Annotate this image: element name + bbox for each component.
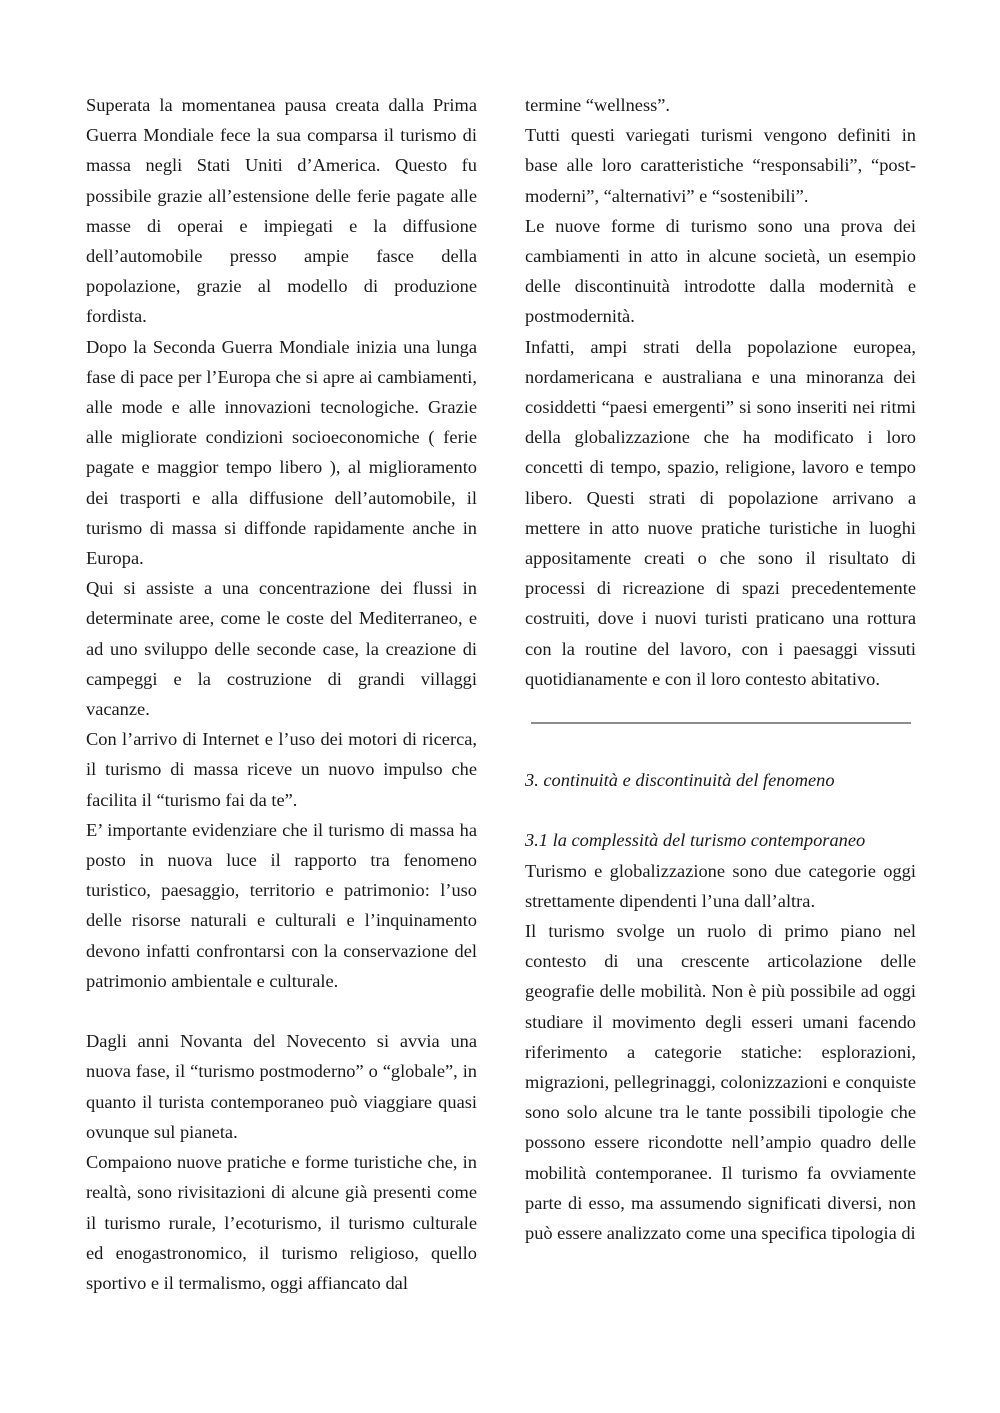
paragraph: Superata la momentanea pausa creata dalla Prima Guerra Mondiale fece la sua comparsa il turismo di massa negli Stati Uniti d’America. Questo fu possibile grazie all’estensione delle ferie pagate alle masse di operai e impiegati e la diffusione dell’automobile presso ampie fasce della popolazione, grazie al modello di produzione fordista. [86, 95, 477, 327]
paragraph-gap [86, 996, 477, 1026]
paragraph: Qui si assiste a una concentrazione dei flussi in determinate aree, come le coste del Mediterraneo, e ad uno sviluppo delle seconde case, la creazione di campeggi e la costruzione di grandi villaggi vacanze. [86, 578, 477, 720]
section-heading: 3. continuità e discontinuità del fenomeno [525, 770, 835, 791]
paragraph: Turismo e globalizzazione sono due categorie oggi strettamente dipendenti l’una dall’altra. [525, 860, 916, 911]
heading-gap [525, 795, 916, 825]
paragraph: Dopo la Seconda Guerra Mondiale inizia una lunga fase di pace per l’Europa che si apre ai cambiamenti, alle mode e alle innovazioni tecnologiche. Grazie alle migliorate condizioni socioeconomiche ( ferie pagate e maggior tempo libero ), al miglioramento dei trasporti e alla diffusione dell’automobile, il turismo di massa si diffonde rapidamente anche in Europa. [86, 336, 477, 569]
divider-gap [525, 724, 916, 765]
paragraph: Dagli anni Novanta del Novecento si avvia una nuova fase, il “turismo postmoderno” o “globale”, in quanto il turista contemporaneo può viaggiare quasi ovunque sul pianeta. [86, 1031, 477, 1142]
right-column [525, 90, 916, 1248]
paragraph: Le nuove forme di turismo sono una prova dei cambiamenti in atto in alcune società, un esempio delle discontinuità introdotte dalla modernità e postmodernità. [525, 215, 916, 327]
paragraph: Tutti questi variegati turismi vengono definiti in base alle loro caratteristiche “responsabili”, “post-moderni”, “alternativi” e “sostenibili”. [525, 125, 916, 206]
paragraph: termine “wellness”. [525, 95, 671, 115]
paragraph: Con l’arrivo di Internet e l’uso dei motori di ricerca, il turismo di massa riceve un nuovo impulso che facilita il “turismo fai da te”. [86, 729, 477, 810]
subsection-heading: 3.1 la complessità del turismo contemporaneo [525, 830, 866, 851]
paragraph: Compaiono nuove pratiche e forme turistiche che, in realtà, sono rivisitazioni di alcune già presenti come il turismo rurale, l’ecoturismo, il turismo culturale ed enogastronomico, il turismo religioso, quello sportivo e il termalismo, oggi affiancato dal [86, 1152, 477, 1293]
left-column [86, 90, 477, 1298]
paragraph: E’ importante evidenziare che il turismo di massa ha posto in nuova luce il rapporto tra fenomeno turistico, paesaggio, territorio e patrimonio: l’uso delle risorse naturali e culturali e l’inquinamento devono infatti confrontarsi con la conservazione del patrimonio ambientale e culturale. [86, 819, 477, 991]
paragraph: Il turismo svolge un ruolo di primo piano nel contesto di una crescente articolazione delle geografie delle mobilità. Non è più possibile ad oggi studiare il movimento degli esseri umani facendo riferimento a categorie statiche: esplorazioni, migrazioni, pellegrinaggi, colonizzazioni e conquiste sono solo alcune tra le tante possibili tipologie che possono essere ricondotte nell’ampio quadro delle mobilità contemporanee. Il turismo fa ovviamente parte di esso, ma assumendo significati diversi, non può essere analizzato come una specifica tipologia di [525, 921, 916, 1244]
paragraph: Infatti, ampi strati della popolazione europea, nordamericana e australiana e una minoranza dei cosiddetti “paesi emergenti” si sono inseriti nei ritmi della globalizzazione che ha modificato i loro concetti di tempo, spazio, religione, lavoro e tempo libero. Questi strati di popolazione arrivano a mettere in atto nuove pratiche turistiche in luoghi appositamente creati o che sono il risultato di processi di ricreazione di spazi precedentemente costruiti, dove i nuovi turisti praticano una rottura con la routine del lavoro, con i paesaggi vissuti quotidianamente e con il loro contesto abitativo. [525, 336, 916, 689]
